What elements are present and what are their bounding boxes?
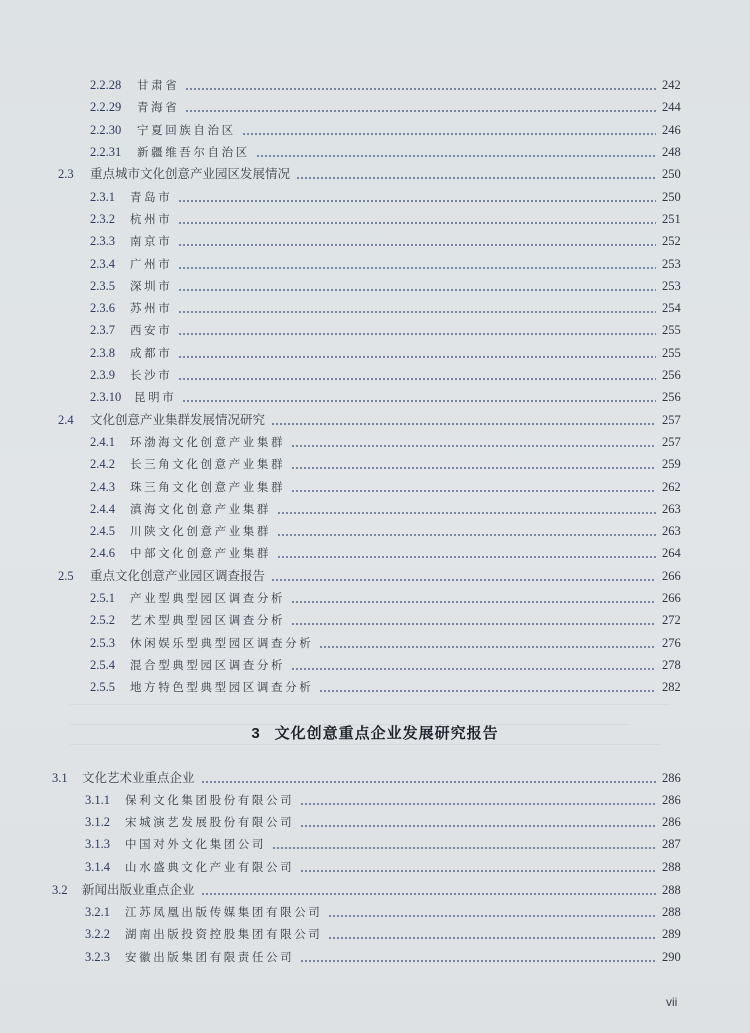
entry-title: 保利文化集团股份有限公司 [125, 793, 295, 807]
toc-entry-2-5-4[interactable] [90, 654, 690, 676]
entry-number: 2.3.9 [90, 368, 115, 382]
dot-leader [178, 230, 656, 252]
dot-leader [178, 275, 656, 297]
dot-leader [319, 676, 656, 698]
entry-number: 2.5.5 [90, 680, 115, 694]
dot-leader [256, 141, 656, 163]
dot-leader [242, 119, 656, 141]
dot-leader [178, 364, 656, 386]
dot-leader [182, 386, 656, 408]
entry-number: 2.3.2 [90, 212, 115, 226]
entry-title: 艺术型典型园区调查分析 [130, 613, 286, 627]
toc-entry-2-4-1[interactable] [90, 431, 690, 453]
entry-number: 2.4.6 [90, 546, 115, 560]
entry-page-number: 263 [662, 524, 681, 538]
toc-entry-2-2-28[interactable] [90, 74, 690, 96]
entry-title: 南京市 [130, 234, 173, 248]
dot-leader [178, 297, 656, 319]
dot-leader [201, 767, 656, 789]
entry-title: 中部文化创意产业集群 [130, 546, 271, 560]
toc-entry-2-4-6[interactable] [90, 542, 690, 564]
dot-leader [300, 789, 656, 811]
entry-page-number: 288 [662, 860, 681, 874]
entry-title: 地方特色型典型园区调查分析 [130, 680, 314, 694]
entry-title: 湖南出版投资控股集团有限公司 [125, 927, 323, 941]
entry-page-number: 286 [662, 815, 681, 829]
section-number: 3.1 [52, 771, 68, 785]
entry-number: 2.2.30 [90, 123, 122, 137]
entry-page-number: 252 [662, 234, 681, 248]
entry-title: 中国对外文化集团公司 [125, 837, 266, 851]
entry-title: 混合型典型园区调查分析 [130, 658, 286, 672]
toc-entry-3-2-2[interactable] [85, 923, 690, 945]
entry-number: 3.2.2 [85, 927, 110, 941]
section-page-number: 288 [662, 883, 681, 897]
entry-title: 宁夏回族自治区 [137, 123, 236, 137]
dot-leader [271, 409, 656, 431]
toc-section-3-1[interactable] [52, 767, 690, 789]
dot-leader [185, 96, 656, 118]
toc-entry-2-4-5[interactable] [90, 520, 690, 542]
dot-leader [178, 186, 656, 208]
entry-page-number: 287 [662, 837, 681, 851]
bleed-through-line [70, 744, 660, 745]
section-page-number: 266 [662, 569, 681, 583]
entry-title: 昆明市 [134, 390, 177, 404]
entry-page-number: 276 [662, 636, 681, 650]
dot-leader [178, 253, 656, 275]
entry-number: 2.3.7 [90, 323, 115, 337]
entry-number: 2.5.3 [90, 636, 115, 650]
entry-page-number: 256 [662, 390, 681, 404]
toc-entry-2-5-2[interactable] [90, 609, 690, 631]
entry-title: 广州市 [130, 257, 173, 271]
toc-entry-3-2-3[interactable] [85, 946, 690, 968]
entry-number: 3.1.1 [85, 793, 110, 807]
dot-leader [300, 856, 656, 878]
dot-leader [291, 609, 656, 631]
entry-page-number: 278 [662, 658, 681, 672]
entry-title: 环渤海文化创意产业集群 [130, 435, 286, 449]
entry-number: 2.2.31 [90, 145, 122, 159]
entry-page-number: 255 [662, 323, 681, 337]
entry-title: 青海省 [137, 100, 180, 114]
entry-number: 2.4.4 [90, 502, 115, 516]
toc-section-2-4[interactable] [58, 409, 690, 431]
toc-section-2-3[interactable] [58, 163, 690, 185]
entry-page-number: 244 [662, 100, 681, 114]
toc-entry-2-3-3[interactable] [90, 230, 690, 252]
entry-number: 2.2.29 [90, 100, 122, 114]
entry-page-number: 264 [662, 546, 681, 560]
entry-title: 长沙市 [130, 368, 173, 382]
toc-entry-2-3-7[interactable] [90, 319, 690, 341]
toc-entry-2-3-5[interactable] [90, 275, 690, 297]
toc-entry-2-4-3[interactable] [90, 476, 690, 498]
toc-entry-2-2-30[interactable] [90, 119, 690, 141]
toc-entry-2-3-4[interactable] [90, 253, 690, 275]
entry-title: 杭州市 [130, 212, 173, 226]
dot-leader [178, 208, 656, 230]
entry-number: 2.3.6 [90, 301, 115, 315]
entry-title: 成都市 [130, 346, 173, 360]
dot-leader [291, 587, 656, 609]
page-folio: vii [666, 995, 678, 1009]
entry-number: 2.3.5 [90, 279, 115, 293]
toc-entry-2-3-8[interactable] [90, 342, 690, 364]
section-page-number: 257 [662, 413, 681, 427]
toc-entry-2-3-2[interactable] [90, 208, 690, 230]
section-number: 2.5 [58, 569, 74, 583]
dot-leader [277, 498, 656, 520]
entry-number: 3.1.3 [85, 837, 110, 851]
entry-page-number: 242 [662, 78, 681, 92]
entry-number: 2.3.4 [90, 257, 115, 271]
section-page-number: 286 [662, 771, 681, 785]
entry-page-number: 289 [662, 927, 681, 941]
toc-entry-3-2-1[interactable] [85, 901, 690, 923]
entry-page-number: 253 [662, 257, 681, 271]
entry-page-number: 263 [662, 502, 681, 516]
section-title: 文化艺术业重点企业 [82, 770, 195, 785]
entry-number: 3.1.4 [85, 860, 110, 874]
entry-title: 长三角文化创意产业集群 [130, 457, 286, 471]
section-number: 2.4 [58, 413, 74, 427]
entry-title: 新疆维吾尔自治区 [137, 145, 250, 159]
entry-page-number: 288 [662, 905, 681, 919]
section-title: 重点城市文化创意产业园区发展情况 [90, 166, 291, 181]
entry-title: 山水盛典文化产业有限公司 [125, 860, 295, 874]
dot-leader [185, 74, 656, 96]
entry-page-number: 253 [662, 279, 681, 293]
entry-page-number: 255 [662, 346, 681, 360]
entry-number: 2.5.2 [90, 613, 115, 627]
entry-title: 甘肃省 [137, 78, 180, 92]
entry-title: 川陕文化创意产业集群 [130, 524, 271, 538]
entry-page-number: 257 [662, 435, 681, 449]
entry-number: 2.4.5 [90, 524, 115, 538]
toc-entry-3-1-2[interactable] [85, 811, 690, 833]
entry-page-number: 251 [662, 212, 681, 226]
dot-leader [328, 901, 656, 923]
entry-number: 3.2.3 [85, 950, 110, 964]
toc-entry-2-3-6[interactable] [90, 297, 690, 319]
entry-number: 2.3.8 [90, 346, 115, 360]
dot-leader [291, 476, 656, 498]
entry-page-number: 266 [662, 591, 681, 605]
section-page-number: 250 [662, 167, 681, 181]
entry-title: 产业型典型园区调查分析 [130, 591, 286, 605]
dot-leader [296, 163, 656, 185]
section-title: 重点文化创意产业园区调查报告 [90, 568, 266, 583]
section-number: 3.2 [52, 883, 68, 897]
entry-page-number: 250 [662, 190, 681, 204]
toc-entry-2-5-1[interactable] [90, 587, 690, 609]
toc-entry-3-1-4[interactable] [85, 856, 690, 878]
entry-title: 珠三角文化创意产业集群 [130, 480, 286, 494]
entry-number: 3.1.2 [85, 815, 110, 829]
entry-page-number: 286 [662, 793, 681, 807]
chapter-title: 文化创意重点企业发展研究报告 [274, 724, 499, 742]
dot-leader [272, 833, 656, 855]
dot-leader [328, 923, 656, 945]
toc-entry-2-5-3[interactable] [90, 632, 690, 654]
entry-title: 宋城演艺发展股份有限公司 [125, 815, 295, 829]
entry-number: 2.2.28 [90, 78, 122, 92]
entry-title: 深圳市 [130, 279, 173, 293]
dot-leader [277, 542, 656, 564]
entry-page-number: 246 [662, 123, 681, 137]
toc-entry-2-4-2[interactable] [90, 453, 690, 475]
entry-title: 苏州市 [130, 301, 173, 315]
entry-title: 安徽出版集团有限责任公司 [125, 950, 295, 964]
dot-leader [300, 811, 656, 833]
dot-leader [319, 632, 656, 654]
entry-title: 青岛市 [130, 190, 173, 204]
entry-page-number: 259 [662, 457, 681, 471]
entry-number: 2.5.4 [90, 658, 115, 672]
toc-section-2-5[interactable] [58, 565, 690, 587]
toc-entry-2-2-31[interactable] [90, 141, 690, 163]
entry-number: 2.3.3 [90, 234, 115, 248]
entry-page-number: 248 [662, 145, 681, 159]
entry-title: 滇海文化创意产业集群 [130, 502, 271, 516]
dot-leader [178, 342, 656, 364]
entry-title: 西安市 [130, 323, 173, 337]
toc-section-3-2[interactable] [52, 879, 690, 901]
toc-entry-3-1-1[interactable] [85, 789, 690, 811]
entry-number: 3.2.1 [85, 905, 110, 919]
section-title: 文化创意产业集群发展情况研究 [90, 412, 266, 427]
dot-leader [201, 879, 656, 901]
entry-page-number: 290 [662, 950, 681, 964]
chapter-heading[interactable] [0, 722, 750, 743]
entry-number: 2.4.2 [90, 457, 115, 471]
toc-entry-2-3-9[interactable] [90, 364, 690, 386]
entry-number: 2.5.1 [90, 591, 115, 605]
dot-leader [291, 431, 656, 453]
toc-entry-3-1-3[interactable] [85, 833, 690, 855]
entry-page-number: 272 [662, 613, 681, 627]
dot-leader [178, 319, 656, 341]
entry-number: 2.4.3 [90, 480, 115, 494]
dot-leader [291, 453, 656, 475]
toc-entry-2-3-1[interactable] [90, 186, 690, 208]
entry-number: 2.3.10 [90, 390, 122, 404]
entry-page-number: 254 [662, 301, 681, 315]
entry-page-number: 282 [662, 680, 681, 694]
dot-leader [271, 565, 656, 587]
chapter-number: 3 [251, 725, 261, 742]
entry-page-number: 256 [662, 368, 681, 382]
entry-number: 2.4.1 [90, 435, 115, 449]
toc-entry-2-4-4[interactable] [90, 498, 690, 520]
entry-page-number: 262 [662, 480, 681, 494]
entry-title: 休闲娱乐型典型园区调查分析 [130, 636, 314, 650]
toc-entry-2-3-10[interactable] [90, 386, 690, 408]
dot-leader [277, 520, 656, 542]
dot-leader [291, 654, 656, 676]
entry-number: 2.3.1 [90, 190, 115, 204]
entry-title: 江苏凤凰出版传媒集团有限公司 [125, 905, 323, 919]
toc-entry-2-2-29[interactable] [90, 96, 690, 118]
dot-leader [300, 946, 656, 968]
section-number: 2.3 [58, 167, 74, 181]
section-title: 新闻出版业重点企业 [82, 882, 195, 897]
toc-entry-2-5-5[interactable] [90, 676, 690, 698]
bleed-through-line [70, 704, 670, 705]
